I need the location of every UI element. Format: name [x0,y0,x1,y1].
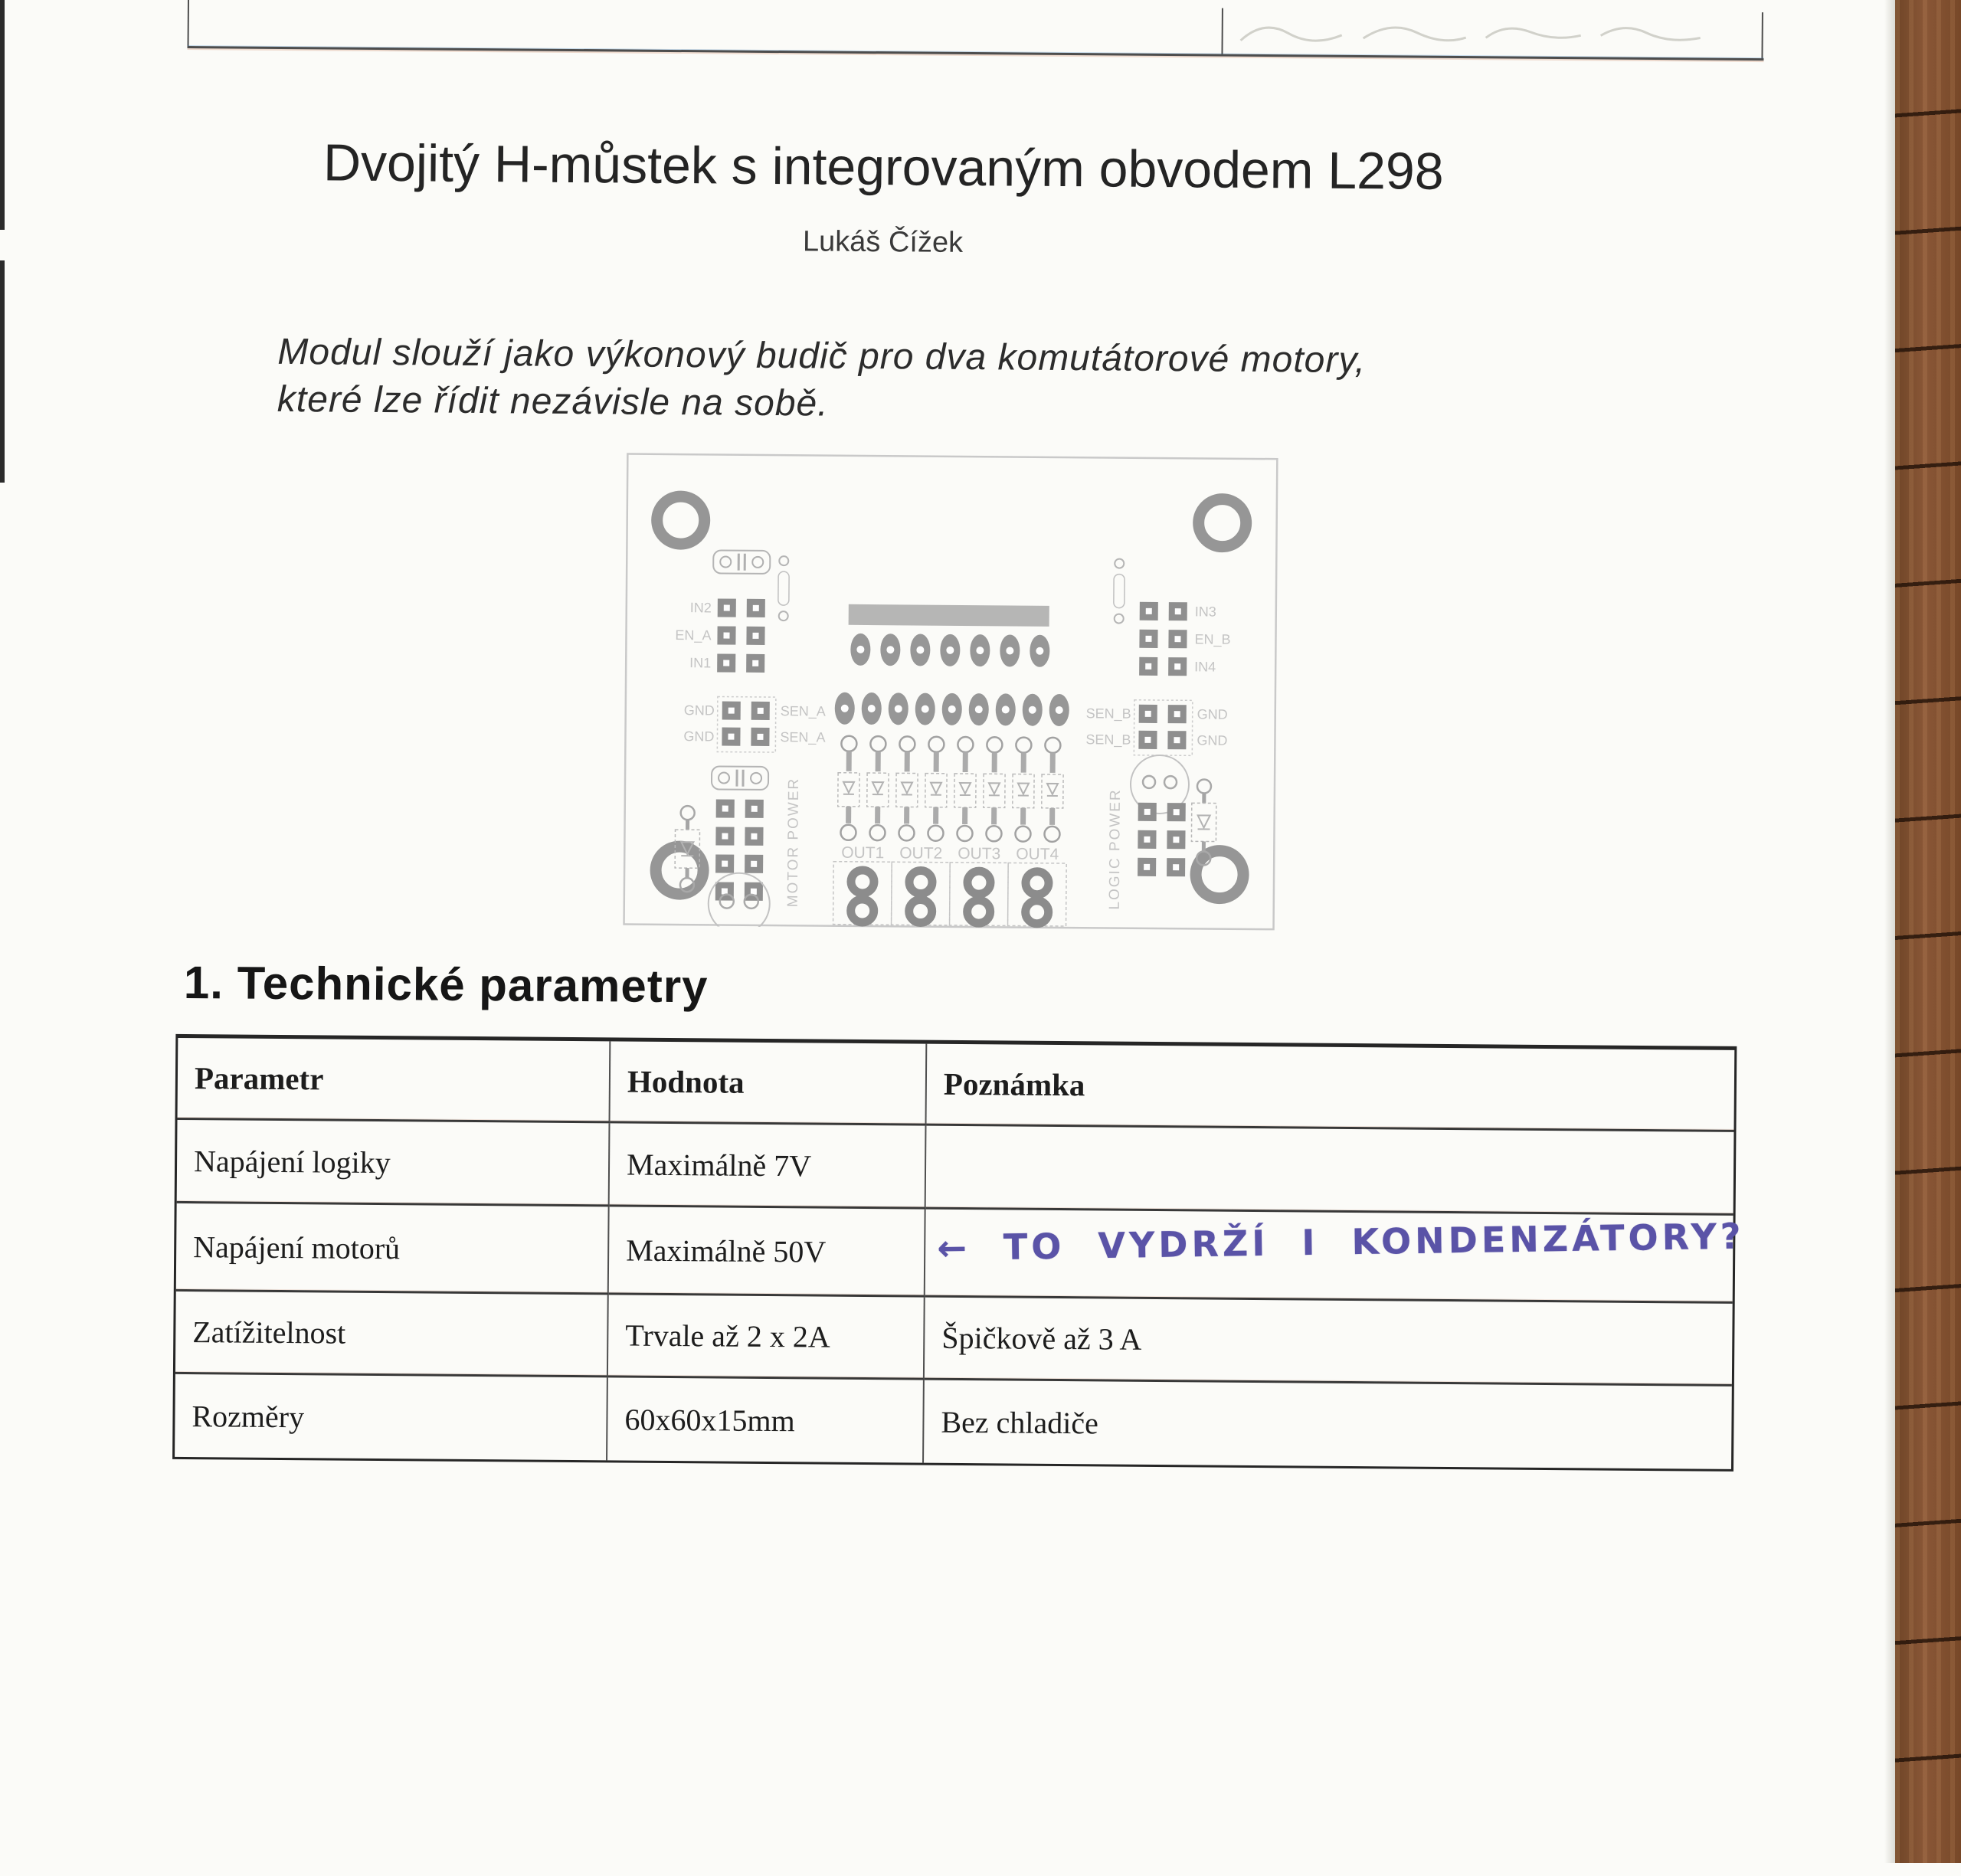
handwritten-note: ← TO VYDRŽÍ I KONDENZÁTORY? [936,1215,1745,1269]
pcb-label-en-b: EN_B [1194,631,1231,647]
faint-pencil-scribble [1225,10,1730,58]
table-cell: Bez chladiče [941,1404,1099,1440]
top-cutoff-table [0,0,1892,13]
pcb-label-gnd-3: GND [1197,706,1228,722]
author-name: Lukáš Čížek [802,225,964,259]
pcb-label-en-a: EN_A [675,627,712,643]
table-cell: 60x60x15mm [607,1377,925,1462]
page-title: Dvojitý H-můstek s integrovaným obvodem L298 [322,133,1444,201]
pcb-label-out4: OUT4 [1016,845,1059,863]
pcb-label-out2: OUT2 [899,844,943,863]
col-header-poznamka: Poznámka [926,1044,1734,1132]
pcb-label-sen-b-1: SEN_B [1085,706,1131,722]
col-header-hodnota: Hodnota [611,1041,928,1125]
intro-paragraph [277,329,1367,432]
table-cell: Zatížitelnost [175,1292,609,1377]
photo-left-edge-mark [0,0,5,230]
table-cell: Trvale až 2 x 2A [608,1295,925,1380]
col-header-parametr: Parametr [178,1038,611,1123]
pcb-label-sen-a-1: SEN_A [780,703,826,719]
pcb-label-out1: OUT1 [841,843,885,863]
pcb-label-gnd-4: GND [1197,732,1228,748]
intro-line-2: které lze řídit nezávisle na sobě. [277,378,829,424]
intro-line-1: Modul slouží jako výkonový budič pro dva komutátorové motory, [277,331,1367,381]
pcb-figure [623,453,1279,931]
pcb-label-motor-power: MOTOR POWER [784,777,803,908]
section-heading: 1. Technické parametry [183,957,709,1013]
pcb-label-gnd-1: GND [683,702,715,719]
pcb-label-in3: IN3 [1194,604,1216,620]
pcb-label-in1: IN1 [689,655,712,671]
table-cell: Rozměry [175,1374,608,1460]
table-cell [926,1126,1734,1216]
pcb-label-in4: IN4 [1194,659,1216,675]
table-cell: Maximálně 7V [610,1123,927,1209]
photo-left-edge-mark [0,260,5,483]
table-cell: Maximálně 50V [609,1206,926,1297]
pcb-label-sen-b-2: SEN_B [1085,732,1131,748]
pcb-label-logic-power: LOGIC POWER [1106,788,1124,910]
pcb-label-out3: OUT3 [958,844,1001,863]
pcb-label-gnd-2: GND [683,728,715,745]
table-cell: Napájení logiky [177,1120,611,1206]
pcb-label-sen-a-2: SEN_A [780,729,826,745]
table-cell: Napájení motorů [176,1203,610,1295]
pcb-label-in2: IN2 [689,600,712,616]
wooden-desk-strip [1895,0,1961,1863]
table-cell: Špičkově až 3 A [925,1298,1733,1387]
